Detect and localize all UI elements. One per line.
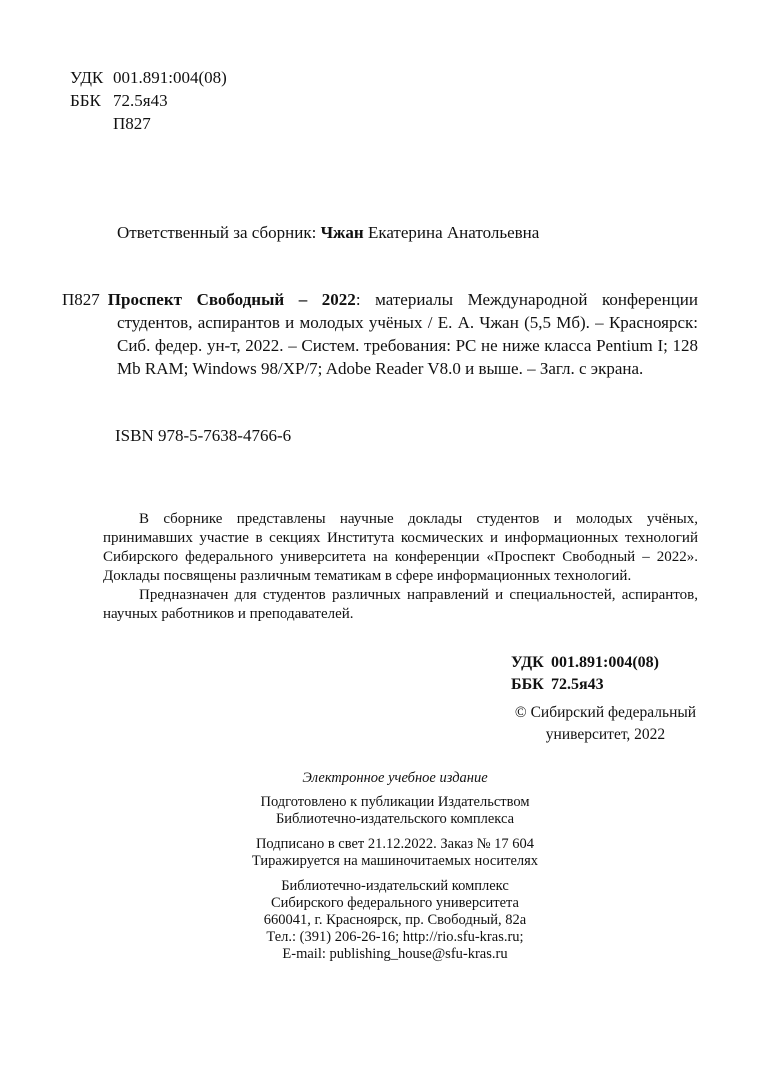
bbk-label-bottom: ББК [511, 676, 544, 693]
publisher-email: E-mail: publishing_house@sfu-kras.ru [282, 946, 508, 962]
publisher-line-2: Сибирского федерального университета [271, 895, 519, 911]
annotation-paragraph-1: В сборнике представлены научные доклады студентов и молодых учёных, принимавших участие в секциях Института космических и информационных технологий Сибирского федерального университета на конференции «Проспект Свободный – 2022». Доклады посвящены различным тематикам в сфере информационных технологий. [103, 511, 698, 584]
catalog-description: : материалы Международной конференции студентов, аспирантов и молодых учёных / Е. А. Чжан (5,5 Мб). – Красноярск: Сиб. федер. ун-т, 2022. – Систем. требования: PC не ниже класса Pentium I; 128 Mb RAM; Windows 98/XP/7; Adobe Reader V8.0 и выше. – Загл. с экрана. [117, 290, 698, 378]
catalog-entry [62, 288, 698, 380]
responsible-prefix: Ответственный за сборник: [117, 223, 321, 242]
bottom-codes-block [511, 652, 659, 696]
responsible-editor-line [117, 221, 539, 244]
publisher-phone-site: Тел.: (391) 206-26-16; http://rio.sfu-kras.ru; [266, 929, 524, 945]
copyright-block [503, 702, 708, 746]
publisher-line-1: Библиотечно-издательский комплекс [281, 878, 509, 894]
catalog-sign: П827 [62, 290, 100, 309]
publisher-contact-group [26, 878, 764, 963]
udk-code-row [70, 66, 227, 89]
bbk-value-bottom: 72.5я43 [551, 676, 604, 693]
copyright-line-1: © Сибирский федеральный [514, 704, 697, 721]
udk-label-bottom: УДК [511, 654, 544, 671]
responsible-name: Чжан [320, 223, 364, 242]
bbk-code-row-bottom [511, 674, 659, 696]
responsible-rest: Екатерина Анатольевна [363, 223, 540, 242]
udk-code-row-bottom [511, 652, 659, 674]
udk-label: УДК [70, 68, 104, 87]
prepared-by-group [26, 794, 764, 828]
annotation-block [103, 510, 698, 624]
udk-value-bottom: 001.891:004(08) [551, 654, 659, 671]
author-sign: П827 [113, 114, 151, 133]
publisher-address: 660041, г. Красноярск, пр. Свободный, 82а [263, 912, 527, 928]
prepared-line-1: Подготовлено к публикации Издательством [260, 794, 530, 810]
catalog-title: Проспект Свободный – 2022 [107, 290, 356, 309]
edition-type: Электронное учебное издание [302, 770, 488, 786]
media-line: Тиражируется на машиночитаемых носителях [251, 853, 539, 869]
imprint-block [26, 770, 764, 971]
bbk-label: ББК [70, 91, 101, 110]
annotation-paragraph-2: Предназначен для студентов различных направлений и специальностей, аспирантов, научных работников и преподавателей. [103, 587, 698, 622]
udk-value: 001.891:004(08) [113, 68, 227, 87]
bbk-code-row [70, 89, 227, 112]
top-codes-block [70, 66, 227, 135]
signed-to-print-line: Подписано в свет 21.12.2022. Заказ № 17 604 [255, 836, 535, 852]
isbn-line: ISBN 978-5-7638-4766-6 [115, 426, 292, 445]
prepared-line-2: Библиотечно-издательского комплекса [275, 811, 515, 827]
copyright-line-2: университет, 2022 [545, 726, 666, 743]
bbk-value: 72.5я43 [113, 91, 168, 110]
author-sign-row [70, 112, 227, 135]
print-info-group [26, 836, 764, 870]
